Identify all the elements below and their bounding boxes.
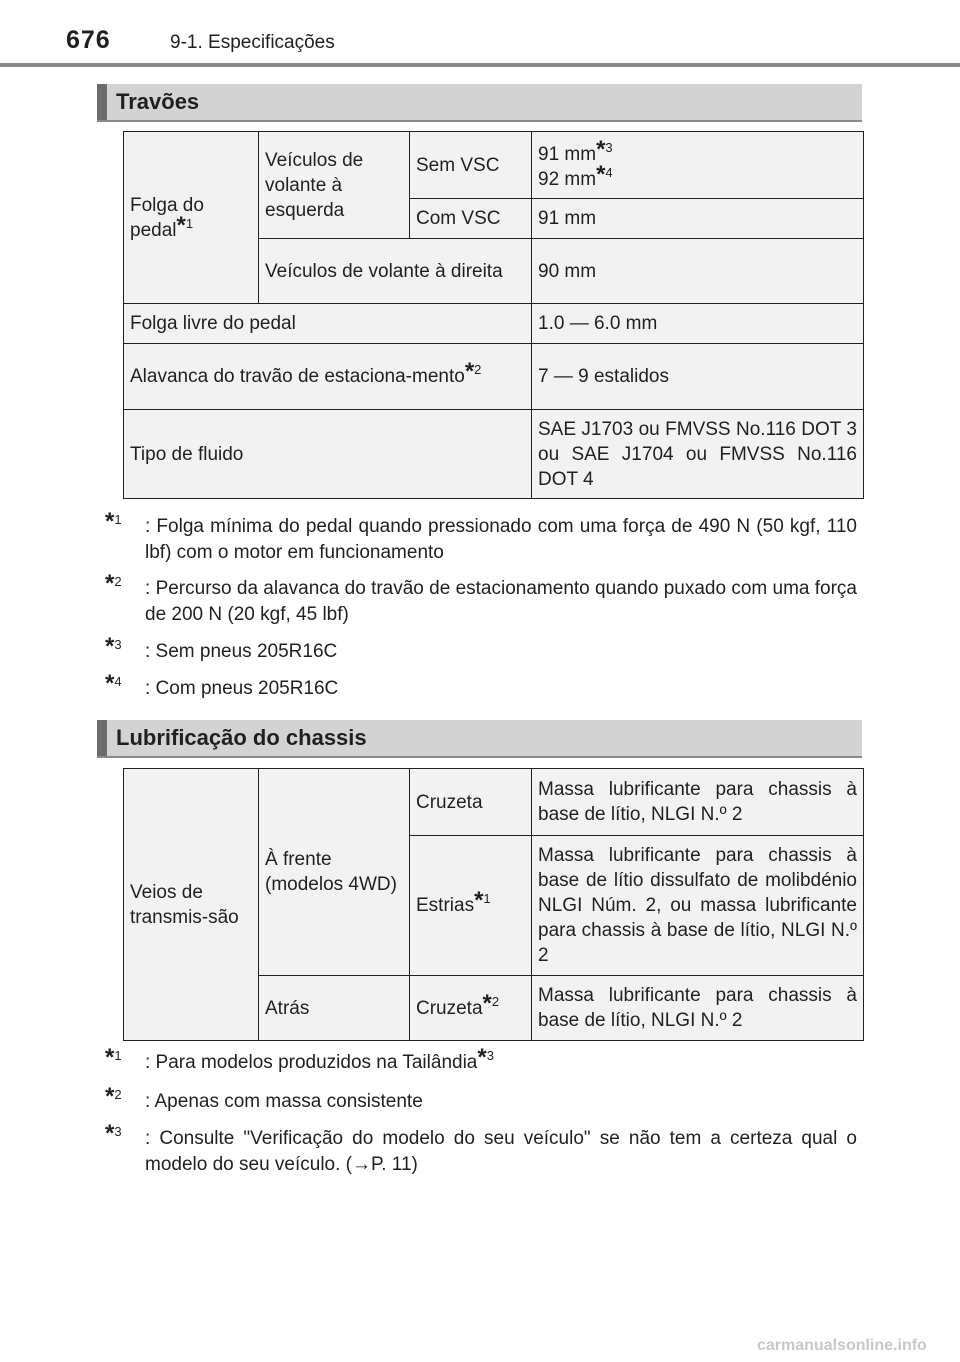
splines-cell: Estrias*$^1$	[410, 836, 532, 976]
footnote: *$^1$ : Para modelos produzidos na Tailândia*$^3$	[105, 1044, 494, 1073]
grease-3-cell: Massa lubrificante para chassis à base de lítio, NLGI N.º 2	[532, 976, 864, 1041]
without-vsc-value-cell: 91 mm*$^3$ 92 mm*$^4$	[532, 132, 864, 199]
footnote: *$^2$ : Percurso da alavanca do travão de estacionamento quando puxado com uma força de 200 N (20 kgf, 45 lbf)	[105, 570, 857, 625]
with-vsc-value-cell: 91 mm	[532, 199, 864, 239]
grease-1-cell: Massa lubrificante para chassis à base de lítio, NLGI N.º 2	[532, 769, 864, 836]
rhd-value-cell: 90 mm	[532, 239, 864, 304]
table-row	[124, 769, 864, 836]
footnote: *$^2$ : Apenas com massa consistente	[105, 1083, 423, 1112]
table-row	[124, 132, 864, 199]
lhd-cell: Veículos de volante à esquerda	[259, 132, 410, 239]
rear-cell: Atrás	[259, 976, 410, 1041]
page-number: 676	[66, 26, 111, 54]
heading-underline	[97, 756, 862, 758]
heading-marker	[97, 84, 107, 120]
table-row	[124, 304, 864, 344]
rhd-cell: Veículos de volante à direita	[259, 239, 532, 304]
with-vsc-cell: Com VSC	[410, 199, 532, 239]
front-cell: À frente (modelos 4WD)	[259, 769, 410, 976]
free-play-cell: Folga livre do pedal	[124, 304, 532, 344]
footnote: *$^3$ : Consulte "Verificação do modelo do seu veículo" se não tem a certeza qual o modelo do seu veículo. (→P. 11)	[105, 1120, 857, 1175]
grease-2-cell: Massa lubrificante para chassis à base de lítio dissulfato de molibdénio NLGI Núm. 2, ou massa lubrificante para chassis à base de lítio, NLGI N.º 2	[532, 836, 864, 976]
without-vsc-cell: Sem VSC	[410, 132, 532, 199]
lever-cell: Alavanca do travão de estaciona-mento*$^2$	[124, 344, 532, 410]
pedal-play-cell: Folga do pedal*$^1$	[124, 132, 259, 304]
table-row	[124, 410, 864, 499]
brakes-heading: Travões	[116, 89, 200, 114]
section-title: 9-1. Especificações	[170, 32, 335, 53]
free-play-value-cell: 1.0 — 6.0 mm	[532, 304, 864, 344]
header-rule	[0, 63, 960, 67]
cross-rear-cell: Cruzeta*$^2$	[410, 976, 532, 1041]
footnote: *$^1$ : Folga mínima do pedal quando pressionado com uma força de 490 N (50 kgf, 110 lbf) com o motor em funcionamento	[105, 508, 857, 563]
chassis-heading: Lubrificação do chassis	[116, 725, 367, 750]
footnote: *$^4$ : Com pneus 205R16C	[105, 670, 339, 699]
lever-value-cell: 7 — 9 estalidos	[532, 344, 864, 410]
brakes-table	[123, 131, 864, 499]
brakes-heading-bar	[97, 84, 862, 120]
page-header	[0, 0, 960, 68]
table-row	[124, 344, 864, 410]
fluid-value-cell: SAE J1703 ou FMVSS No.116 DOT 3 ou SAE J1704 ou FMVSS No.116 DOT 4	[532, 410, 864, 499]
heading-marker	[97, 720, 107, 756]
watermark: carmanualsonline.info	[757, 1337, 927, 1354]
fluid-cell: Tipo de fluido	[124, 410, 532, 499]
footnote: *$^3$ : Sem pneus 205R16C	[105, 633, 338, 662]
shafts-cell: Veios de transmis-são	[124, 769, 259, 1041]
chassis-heading-bar	[97, 720, 862, 756]
cross-cell: Cruzeta	[410, 769, 532, 836]
heading-underline	[97, 120, 862, 122]
chassis-table	[123, 768, 864, 1041]
